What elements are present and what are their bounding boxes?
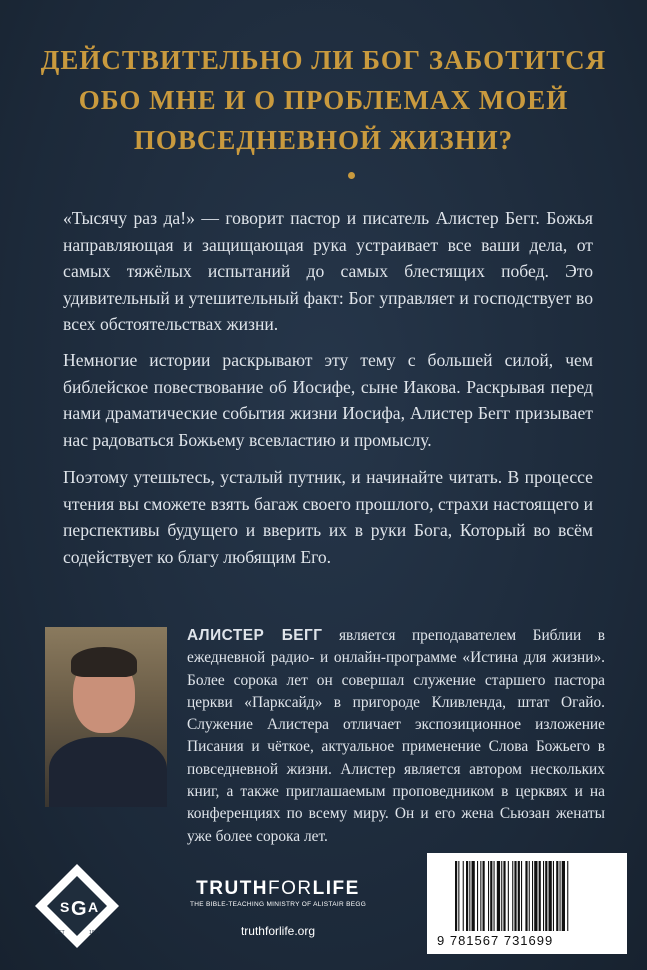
publisher-year: 1934 bbox=[89, 930, 101, 936]
truthforlife-wordmark: TRUTHFORLIFE bbox=[196, 878, 360, 899]
headline-line-2: ОБО МНЕ И О ПРОБЛЕМАХ МОЕЙ bbox=[78, 85, 569, 115]
publisher-est: EST bbox=[55, 930, 65, 936]
truthforlife-logo bbox=[178, 878, 378, 938]
headline bbox=[20, 40, 627, 160]
isbn-barcode bbox=[427, 853, 627, 954]
paragraph-1: «Тысячу раз да!» — говорит пастор и писатель Алистер Бегг. Божья направляющая и защищающая рука устраивает все ваши дела, от самых тяжёлых испытаний до самых блестящих побед. Это удивительный и утешительный факт: Бог управляет и господствует во всех обстоятельствах жизни. bbox=[63, 208, 593, 334]
publisher-letter-a: A bbox=[88, 899, 99, 915]
publisher-letter-s: S bbox=[60, 899, 70, 915]
headline-line-1: ДЕЙСТВИТЕЛЬНО ЛИ БОГ ЗАБОТИТСЯ bbox=[40, 45, 607, 75]
publisher-logo bbox=[33, 862, 121, 950]
truthforlife-url: truthforlife.org bbox=[240, 924, 316, 938]
author-photo bbox=[45, 627, 167, 807]
paragraph-3: Поэтому утешьтесь, усталый путник, и начинайте читать. В процессе чтения вы сможете взять багаж своего прошлого, страхи настоящего и перспективы будущего и вверить их в руки Бога, Который во всём содействует ко благу любящим Его. bbox=[63, 467, 593, 567]
headline-line-3: ПОВСЕДНЕВНОЙ ЖИЗНИ? bbox=[133, 125, 514, 155]
barcode-digits: 9 781567 731699 bbox=[437, 933, 554, 948]
publisher-letter-g: G bbox=[71, 898, 87, 920]
author-bio-text: является преподавателем Библии в ежедневной радио- и онлайн-программе «Истина для жизни». Более сорока лет он совершал служение старшего пастора церкви «Парксайд» в пригороде Кливленда, штат Огайо. Служение Алистера отличает экспозиционное изложение Писания и чёткое, актуальное применение Слова Божьего в повседневной жизни. Алистер является автором нескольких книг, а также приглашаемым проповедником в церквях и на конференциях по всему миру. Он и его жена Сьюзан женаты уже более сорока лет. bbox=[187, 627, 605, 845]
author-bio bbox=[187, 625, 605, 848]
paragraph-2: Немногие истории раскрывают эту тему с большей силой, чем библейское повествование об Иосифе, сыне Иакова. Раскрывая перед нами драматические события жизни Иосифа, Алистер Бегг призывает нас радоваться Божьему всевластию и промыслу. bbox=[63, 350, 593, 450]
ornament-dot bbox=[348, 172, 355, 179]
author-name: АЛИСТЕР БЕГГ bbox=[187, 627, 323, 644]
truthforlife-tagline: THE BIBLE-TEACHING MINISTRY OF ALISTAIR BEGG bbox=[189, 901, 367, 908]
barcode-bars bbox=[437, 861, 617, 933]
